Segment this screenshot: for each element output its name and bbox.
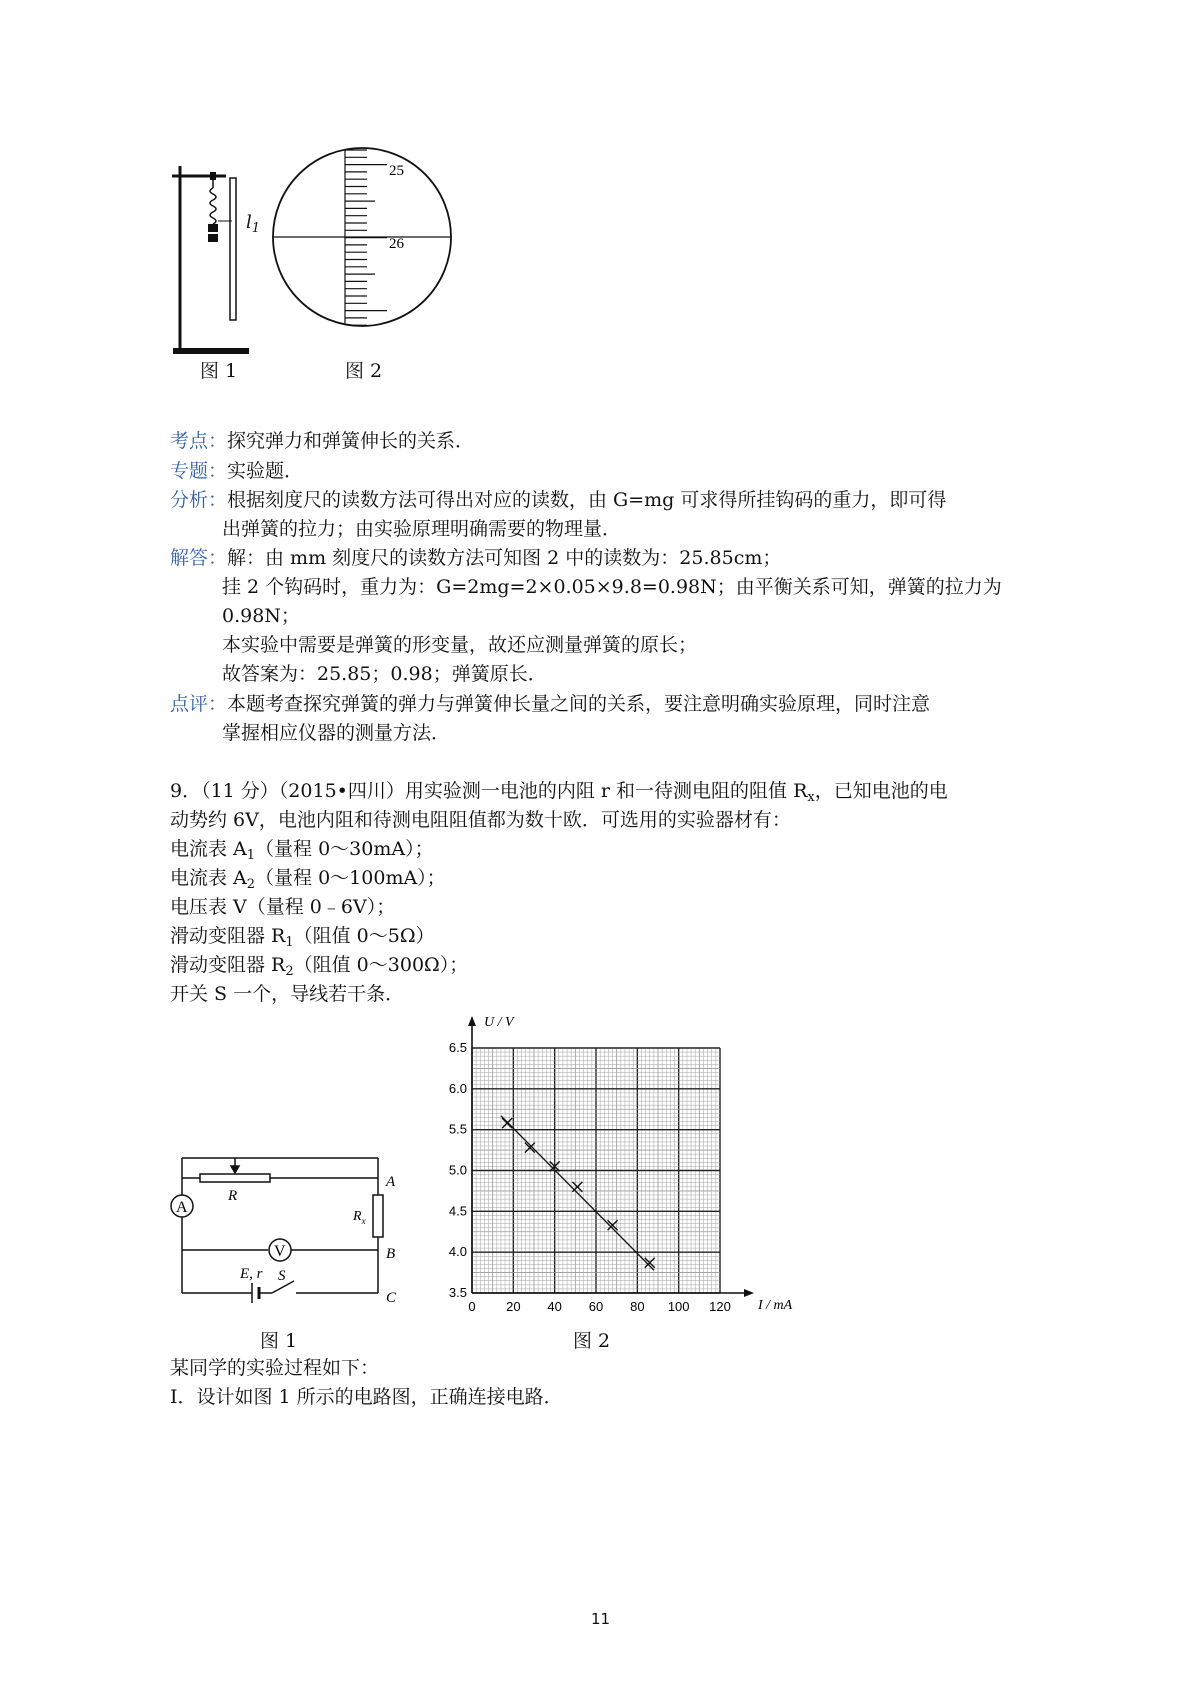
node-a-label: A	[386, 1174, 396, 1190]
rx-letter: R	[353, 1209, 362, 1224]
dianping-row	[170, 690, 930, 718]
fenxi-row	[170, 486, 946, 514]
x-axis-arrow	[744, 1289, 754, 1297]
q9-item-sub: 2	[285, 964, 294, 979]
q9-item	[170, 893, 395, 921]
q9-after-1: 某同学的实验过程如下：	[170, 1357, 380, 1379]
y-tick-label: 6.0	[448, 1080, 467, 1096]
kaodian-text: 探究弹力和弹簧伸长的关系．	[227, 430, 475, 452]
scale-label-25: 25	[389, 163, 404, 179]
x-tick-label: 80	[630, 1299, 645, 1314]
jieda-line-5: 故答案为：25.85；0.98；弹簧原长．	[222, 663, 547, 685]
q9-item-pre: 滑动变阻器 R	[170, 954, 286, 976]
q9-line-1-pre: 9．（11 分）（2015•四川）用实验测一电池的内阻 r 和一待测电阻的阻值 R	[170, 780, 808, 802]
q9-item-pre: 电流表 A	[170, 838, 247, 860]
x-axis-label: I / mA	[758, 1298, 793, 1313]
x-tick-label: 40	[547, 1299, 562, 1314]
q9-item-post: （阻值 0～300Ω）；	[293, 954, 469, 976]
q9-item-post: （量程 0～100mA）；	[255, 867, 446, 889]
kaodian-tag: 考点：	[170, 430, 228, 452]
rheostat-label: R	[228, 1188, 238, 1204]
x-tick-label: 0	[468, 1299, 476, 1314]
jieda-row	[170, 544, 781, 572]
q9-after-2: Ⅰ．设计如图 1 所示的电路图，正确连接电路．	[170, 1386, 563, 1408]
fit-line	[501, 1116, 654, 1270]
fenxi-line-1: 根据刻度尺的读数方法可得出对应的读数，由 G=mg 可求得所挂钩码的重力，即可得	[227, 489, 947, 511]
jieda-line-2: 挂 2 个钩码时，重力为：G=2mg=2×0.05×9.8=0.98N；由平衡关系可知，弹簧的拉力为	[222, 576, 1002, 598]
q9-line-1-sub: x	[807, 790, 815, 805]
x-tick-label: 60	[588, 1299, 604, 1314]
q9-item	[170, 980, 404, 1008]
y-axis-label: U / V	[484, 1015, 514, 1030]
x-tick-label: 120	[709, 1299, 731, 1314]
q9-item-sub: 2	[246, 877, 256, 892]
chart-caption: 图 2	[573, 1330, 611, 1352]
q9-item-pre: 开关 S 一个，导线若干条．	[170, 983, 405, 1005]
y-tick-label: 4.5	[448, 1203, 467, 1219]
fenxi-tag: 分析：	[170, 489, 228, 511]
battery-label: E, r	[240, 1266, 263, 1282]
x-tick-label: 20	[506, 1299, 521, 1314]
dianping-tag: 点评：	[170, 693, 228, 715]
circuit-caption: 图 1	[260, 1330, 298, 1352]
q9-item-sub: 1	[246, 848, 256, 863]
data-point	[502, 1118, 512, 1128]
q9-item-pre: 电压表 V（量程 0﹣6V）；	[170, 896, 396, 918]
q9-line-1-post: ，已知电池的电	[814, 780, 948, 802]
x-tick-label: 100	[667, 1299, 690, 1314]
y-tick-label: 5.5	[448, 1121, 467, 1137]
q9-item-sub: 1	[285, 935, 294, 950]
rx-sub: x	[361, 1216, 366, 1226]
fenxi-line-2: 出弹簧的拉力；由实验原理明确需要的物理量．	[222, 518, 622, 540]
node-b-label: B	[386, 1246, 396, 1262]
fig1-length-label: l	[246, 212, 252, 233]
zhuanti-row	[170, 457, 303, 485]
jieda-tag: 解答：	[170, 547, 228, 569]
dianping-line-1: 本题考查探究弹簧的弹力与弹簧伸长量之间的关系，要注意明确实验原理，同时注意	[227, 693, 931, 715]
zhuanti-tag: 专题：	[170, 460, 228, 482]
q9-item-post: （阻值 0～5Ω）	[293, 925, 435, 947]
y-tick-label: 3.5	[448, 1285, 467, 1300]
q9-item-pre: 电流表 A	[170, 867, 247, 889]
y-tick-label: 5.0	[448, 1162, 467, 1178]
fig1-length-sub: 1	[251, 221, 261, 236]
page-number: 11	[591, 1610, 611, 1628]
y-tick-label: 4.0	[448, 1244, 467, 1260]
figure-2-scale-magnified	[270, 145, 454, 329]
q9-line-2: 动势约 6V，电池内阻和待测电阻阻值都为数十欧．可选用的实验器材有：	[170, 809, 791, 831]
circuit-diagram	[160, 1140, 410, 1315]
rx-label	[352, 1209, 366, 1226]
node-c-label: C	[386, 1290, 397, 1306]
q9-item-post: （量程 0～30mA）；	[255, 838, 434, 860]
y-axis-arrow	[468, 1016, 476, 1026]
q9-item-pre: 滑动变阻器 R	[170, 925, 286, 947]
ammeter-symbol: A	[176, 1199, 188, 1216]
jieda-line-1: 解：由 mm 刻度尺的读数方法可知图 2 中的读数为：25.85cm；	[227, 547, 782, 569]
fig2-caption: 图 2	[345, 360, 383, 382]
zhuanti-text: 实验题．	[227, 460, 304, 482]
u-i-chart	[440, 1010, 810, 1325]
figure-1-iron-stand	[170, 160, 270, 360]
scale-label-26: 26	[389, 236, 404, 252]
y-tick-label: 6.5	[448, 1040, 467, 1055]
jieda-line-3: 0.98N；	[222, 605, 300, 627]
fig1-caption: 图 1	[200, 360, 238, 382]
dianping-line-2: 掌握相应仪器的测量方法．	[222, 722, 451, 744]
switch-label: S	[278, 1268, 286, 1284]
kaodian-row	[170, 427, 474, 455]
voltmeter-symbol: V	[274, 1243, 286, 1260]
jieda-line-4: 本实验中需要是弹簧的形变量，故还应测量弹簧的原长；	[222, 634, 698, 656]
